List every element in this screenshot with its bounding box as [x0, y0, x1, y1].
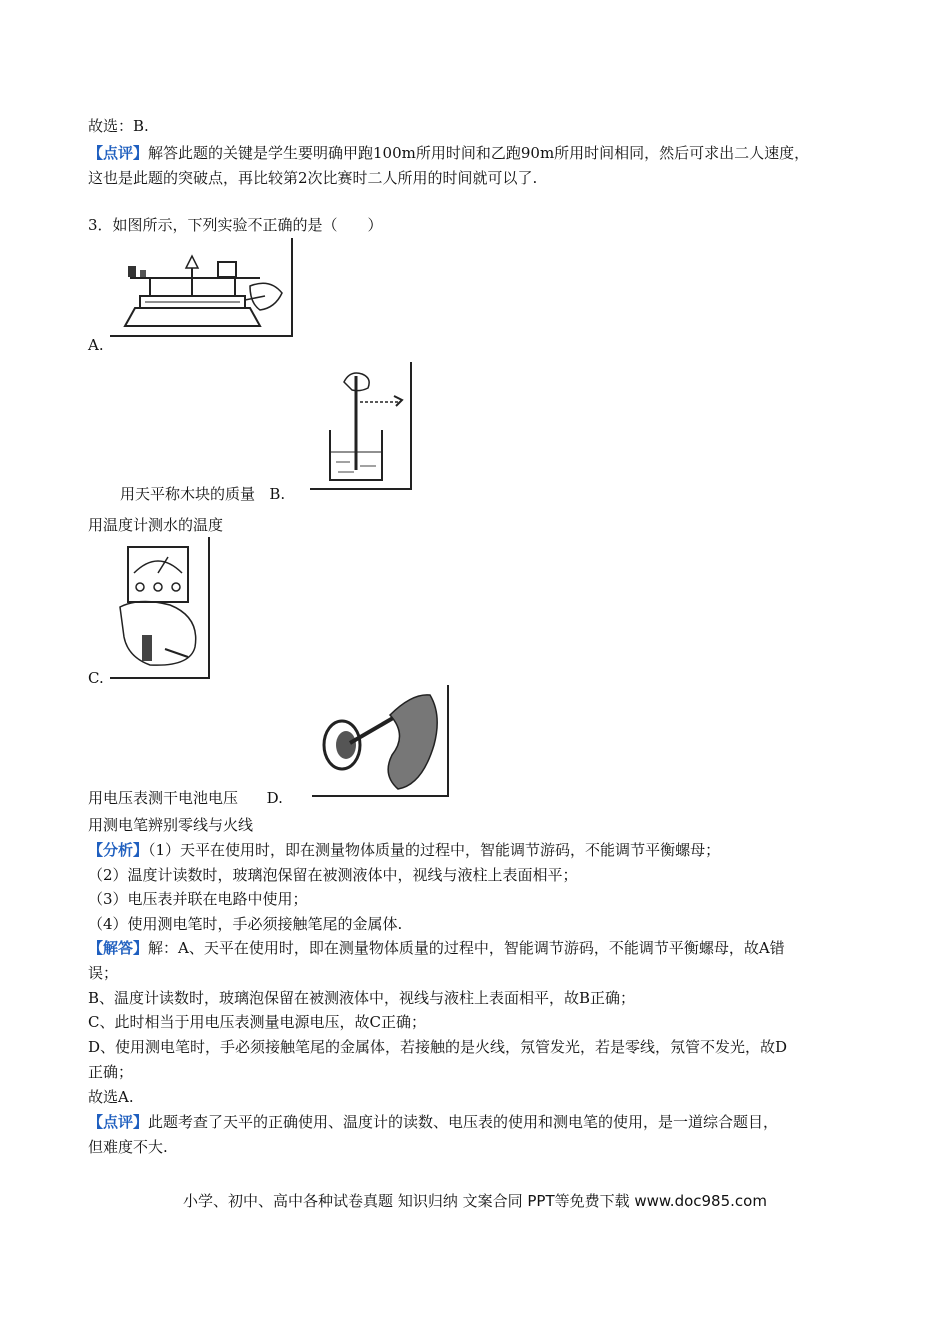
balance-illustration	[110, 238, 290, 334]
question-stem: 3．如图所示，下列实验不正确的是（ ）	[88, 216, 383, 234]
page-footer: 小学、初中、高中各种试卷真题 知识归纳 文案合同 PPT等免费下载 www.doc985.com	[183, 1192, 767, 1210]
solution-line-3: B、温度计读数时，玻璃泡保留在被测液体中，视线与液柱上表面相平，故B正确；	[88, 989, 636, 1007]
comment-tag: 【点评】	[88, 144, 149, 162]
thermometer-illustration	[310, 362, 408, 486]
analysis-line-4: （4）使用测电笔时，手必须接触笔尾的金属体.	[88, 915, 403, 933]
review-text-1: 此题考查了天平的正确使用、温度计的读数、电压表的使用和测电笔的使用，是一道综合题目，	[148, 1113, 779, 1131]
comment-text-1: 解答此题的关键是学生要明确甲跑100m所用时间和乙跑90m所用时间相同，然后可求出二人速度，	[148, 144, 810, 162]
solution-tag: 【解答】	[88, 939, 149, 957]
solution-line-6: 正确；	[88, 1063, 134, 1081]
balance-figure	[110, 238, 293, 338]
option-a-text-line	[120, 484, 285, 504]
option-a-text: 用天平称木块的质量	[120, 485, 256, 503]
solution-line-1	[88, 938, 785, 958]
analysis-line-2: （2）温度计读数时，玻璃泡保留在被测液体中，视线与液柱上表面相平；	[88, 866, 578, 884]
solution-line-7: 故选A.	[88, 1088, 134, 1106]
solution-text-1: 解：A、天平在使用时，即在测量物体质量的过程中，智能调节游码，不能调节平衡螺母，故A错	[148, 939, 785, 957]
solution-line-5: D、使用测电笔时，手必须接触笔尾的金属体，若接触的是火线，氖管发光，若是零线，氖管不发光，故D	[88, 1038, 788, 1056]
test-pen-illustration	[312, 685, 444, 793]
option-c-text: 用电压表测干电池电压	[88, 789, 239, 807]
voltmeter-figure	[110, 537, 210, 680]
test-pen-figure	[312, 685, 449, 798]
voltmeter-illustration	[110, 537, 206, 675]
comment-line-1	[88, 143, 809, 163]
solution-line-2: 误；	[88, 964, 119, 982]
analysis-text-1: （1）天平在使用时，即在测量物体质量的过程中，智能调节游码，不能调节平衡螺母；	[148, 841, 721, 859]
thermometer-figure	[310, 362, 412, 491]
analysis-tag: 【分析】	[88, 841, 149, 859]
option-a-label: A.	[88, 336, 104, 354]
review-line-2: 但难度不大.	[88, 1138, 168, 1156]
answer-line: 故选：B.	[88, 117, 149, 135]
review-line-1	[88, 1112, 778, 1132]
comment-line-2: 这也是此题的突破点，再比较第2次比赛时二人所用的时间就可以了.	[88, 169, 538, 187]
option-d-label: D.	[266, 789, 283, 807]
review-tag: 【点评】	[88, 1113, 149, 1131]
solution-line-4: C、此时相当于用电压表测量电源电压，故C正确；	[88, 1013, 426, 1031]
option-c-label: C.	[88, 669, 104, 687]
option-d-text: 用测电笔辨别零线与火线	[88, 816, 254, 834]
option-c-text-line	[88, 788, 283, 808]
option-b-label: B.	[269, 485, 286, 503]
analysis-line-1	[88, 840, 720, 860]
option-b-text: 用温度计测水的温度	[88, 516, 224, 534]
analysis-line-3: （3）电压表并联在电路中使用；	[88, 890, 308, 908]
